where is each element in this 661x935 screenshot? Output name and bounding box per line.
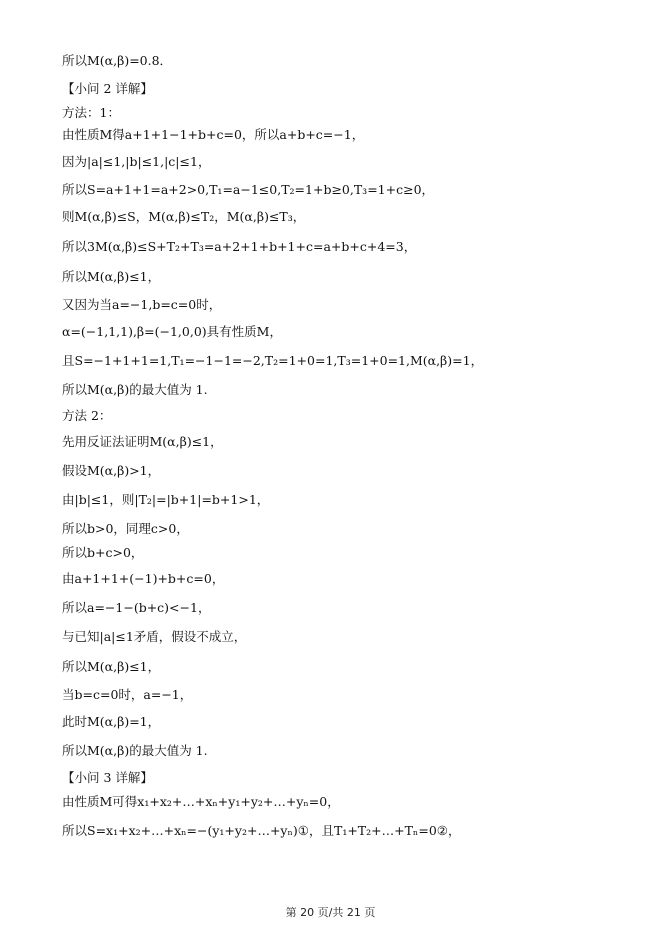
text-line-10: 又因为当a=−1,b=c=0时，	[62, 297, 222, 312]
text-line-3: 方法：1：	[62, 105, 120, 120]
text-line-8: 所以3M(α,β)≤S+T₂+T₃=a+2+1+b+1+c=a+b+c+4=3，	[62, 239, 417, 254]
text-line-23: 所以M(α,β)≤1，	[62, 659, 161, 674]
text-line-9: 所以M(α,β)≤1，	[62, 269, 161, 284]
text-line-4: 由性质M得a+1+1−1+b+c=0，所以a+b+c=−1，	[62, 127, 365, 142]
text-line-16: 假设M(α,β)>1，	[62, 463, 161, 478]
text-line-14: 方法 2：	[62, 408, 112, 423]
text-line-24: 当b=c=0时，a=−1，	[62, 687, 193, 702]
text-line-12: 且S=−1+1+1=1,T₁=−1−1=−2,T₂=1+0=1,T₃=1+0=1,M(α,β)=1，	[62, 353, 484, 368]
text-line-22: 与已知|a|≤1矛盾，假设不成立，	[62, 629, 247, 644]
text-line-19: 所以b+c>0，	[62, 545, 144, 560]
section-heading-q3: 【小问 3 详解】	[62, 770, 153, 785]
page-number-footer: 第 20 页/共 21 页	[285, 906, 376, 919]
text-line-21: 所以a=−1−(b+c)<−1，	[62, 600, 211, 615]
text-line-26: 所以M(α,β)的最大值为 1.	[62, 743, 208, 758]
text-line-7: 则M(α,β)≤S，M(α,β)≤T₂，M(α,β)≤T₃，	[62, 209, 306, 224]
text-line-1: 所以M(α,β)=0.8．	[62, 53, 173, 68]
text-line-17: 由|b|≤1，则|T₂|=|b+1|=b+1>1，	[62, 492, 270, 507]
text-line-5: 因为|a|≤1,|b|≤1,|c|≤1，	[62, 154, 211, 169]
text-line-15: 先用反证法证明M(α,β)≤1，	[62, 434, 223, 449]
text-line-13: 所以M(α,β)的最大值为 1.	[62, 382, 208, 397]
text-line-20: 由a+1+1+(−1)+b+c=0，	[62, 571, 225, 586]
section-heading-q2: 【小问 2 详解】	[62, 81, 153, 96]
text-line-11: α=(−1,1,1),β=(−1,0,0)具有性质M，	[62, 324, 282, 339]
text-line-6: 所以S=a+1+1=a+2>0,T₁=a−1≤0,T₂=1+b≥0,T₃=1+c≥0，	[62, 182, 435, 197]
text-line-18: 所以b>0，同理c>0，	[62, 521, 189, 536]
text-line-28: 由性质M可得x₁+x₂+…+xₙ+y₁+y₂+…+yₙ=0，	[62, 794, 340, 809]
text-line-29: 所以S=x₁+x₂+…+xₙ=−(y₁+y₂+…+yₙ)①，且T₁+T₂+…+Tₙ=0②，	[62, 823, 461, 838]
text-line-25: 此时M(α,β)=1，	[62, 714, 161, 729]
